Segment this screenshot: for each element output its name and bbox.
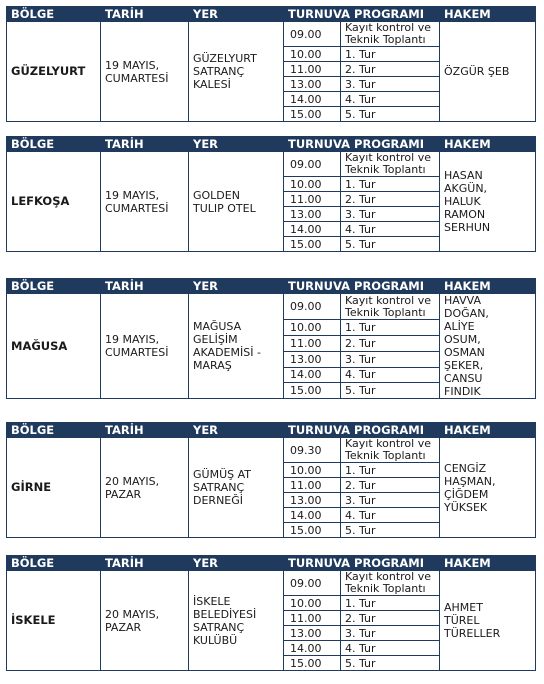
event-date: 20 MAYIS, PAZAR [101, 571, 189, 671]
referee-names: HAVVA DOĞAN, ALİYE OSUM, OSMAN ŞEKER, CANSU FINDIK [440, 294, 536, 399]
schedule-event: Kayıt kontrol ve Teknik Toplantı [341, 438, 440, 463]
program-header: TURNUVA PROGRAMI [284, 556, 440, 571]
schedule-time: 15.00 [284, 383, 341, 399]
header-row [7, 556, 536, 571]
schedule-time: 14.00 [284, 641, 341, 656]
region-name: LEFKOŞA [7, 152, 101, 252]
referee-header: HAKEM [440, 7, 536, 22]
region-header: BÖLGE [7, 423, 101, 438]
schedule-table-gi̇rne [6, 422, 536, 538]
schedule-time: 13.00 [284, 493, 341, 508]
date-header: TARİH [101, 7, 189, 22]
schedule-time: 15.00 [284, 523, 341, 538]
schedule-event: 4. Tur [341, 508, 440, 523]
schedule-time: 11.00 [284, 611, 341, 626]
schedule-event: 3. Tur [341, 493, 440, 508]
schedule-time: 15.00 [284, 237, 341, 252]
schedule-row [7, 438, 536, 463]
place-header: YER [189, 137, 284, 152]
region-name: MAĞUSA [7, 294, 101, 399]
schedule-event: 2. Tur [341, 336, 440, 352]
event-date: 19 MAYIS, CUMARTESİ [101, 22, 189, 122]
schedule-table-lefkoşa [6, 136, 536, 252]
header-row [7, 423, 536, 438]
schedule-event: 2. Tur [341, 611, 440, 626]
schedule-time: 13.00 [284, 626, 341, 641]
schedule-row [7, 152, 536, 177]
schedule-event: Kayıt kontrol ve Teknik Toplantı [341, 294, 440, 320]
venue-name: İSKELE BELEDİYESİ SATRANÇ KULÜBÜ [189, 571, 284, 671]
schedule-time: 14.00 [284, 367, 341, 383]
region-name: GİRNE [7, 438, 101, 538]
schedule-time: 09.00 [284, 294, 341, 320]
region-header: BÖLGE [7, 137, 101, 152]
referee-names: CENGİZ HAŞMAN, ÇİĞDEM YÜKSEK [440, 438, 536, 538]
program-header: TURNUVA PROGRAMI [284, 423, 440, 438]
venue-name: GÜMÜŞ AT SATRANÇ DERNEĞİ [189, 438, 284, 538]
schedule-event: Kayıt kontrol ve Teknik Toplantı [341, 22, 440, 47]
program-header: TURNUVA PROGRAMI [284, 279, 440, 294]
schedule-event: 4. Tur [341, 222, 440, 237]
schedule-event: 1. Tur [341, 320, 440, 336]
schedule-event: 5. Tur [341, 383, 440, 399]
schedule-event: 3. Tur [341, 207, 440, 222]
date-header: TARİH [101, 423, 189, 438]
referee-header: HAKEM [440, 279, 536, 294]
event-date: 19 MAYIS, CUMARTESİ [101, 152, 189, 252]
schedule-event: 2. Tur [341, 478, 440, 493]
schedule-table-mağusa [6, 278, 536, 399]
schedule-time: 11.00 [284, 336, 341, 352]
schedule-event: 4. Tur [341, 367, 440, 383]
venue-name: GÜZELYURT SATRANÇ KALESİ [189, 22, 284, 122]
schedule-event: 3. Tur [341, 77, 440, 92]
schedule-time: 10.00 [284, 596, 341, 611]
schedule-event: 4. Tur [341, 641, 440, 656]
date-header: TARİH [101, 137, 189, 152]
schedule-event: 3. Tur [341, 626, 440, 641]
referee-header: HAKEM [440, 423, 536, 438]
schedule-time: 10.00 [284, 320, 341, 336]
referee-names: HASAN AKGÜN, HALUK RAMON SERHUN [440, 152, 536, 252]
referee-header: HAKEM [440, 556, 536, 571]
schedule-time: 09.00 [284, 152, 341, 177]
header-row [7, 137, 536, 152]
schedule-row [7, 294, 536, 320]
referee-names: AHMET TÜREL TÜRELLER [440, 571, 536, 671]
place-header: YER [189, 423, 284, 438]
schedule-time: 11.00 [284, 62, 341, 77]
schedule-time: 10.00 [284, 463, 341, 478]
schedule-time: 09.00 [284, 22, 341, 47]
header-row [7, 7, 536, 22]
schedule-event: 3. Tur [341, 351, 440, 367]
schedule-time: 15.00 [284, 107, 341, 122]
schedule-time: 15.00 [284, 656, 341, 671]
schedule-event: 5. Tur [341, 237, 440, 252]
schedule-row [7, 571, 536, 596]
schedule-time: 10.00 [284, 177, 341, 192]
referee-names: ÖZGÜR ŞEB [440, 22, 536, 122]
region-name: GÜZELYURT [7, 22, 101, 122]
venue-name: GOLDEN TULIP OTEL [189, 152, 284, 252]
schedule-event: 1. Tur [341, 463, 440, 478]
schedule-event: 4. Tur [341, 92, 440, 107]
schedule-time: 09.00 [284, 571, 341, 596]
schedule-time: 11.00 [284, 192, 341, 207]
schedule-table-güzelyurt [6, 6, 536, 122]
schedule-time: 13.00 [284, 77, 341, 92]
schedule-time: 13.00 [284, 351, 341, 367]
place-header: YER [189, 556, 284, 571]
schedule-event: 1. Tur [341, 177, 440, 192]
place-header: YER [189, 279, 284, 294]
schedule-event: Kayıt kontrol ve Teknik Toplantı [341, 152, 440, 177]
event-date: 20 MAYIS, PAZAR [101, 438, 189, 538]
schedule-time: 13.00 [284, 207, 341, 222]
schedule-event: 5. Tur [341, 523, 440, 538]
schedule-event: 2. Tur [341, 62, 440, 77]
schedule-event: 1. Tur [341, 47, 440, 62]
schedule-event: 1. Tur [341, 596, 440, 611]
header-row [7, 279, 536, 294]
schedule-table-i̇skele [6, 555, 536, 671]
event-date: 19 MAYIS, CUMARTESİ [101, 294, 189, 399]
date-header: TARİH [101, 556, 189, 571]
schedule-time: 09.30 [284, 438, 341, 463]
schedule-time: 10.00 [284, 47, 341, 62]
schedule-row [7, 22, 536, 47]
schedule-event: 5. Tur [341, 656, 440, 671]
schedule-time: 14.00 [284, 222, 341, 237]
region-name: İSKELE [7, 571, 101, 671]
schedule-event: 2. Tur [341, 192, 440, 207]
date-header: TARİH [101, 279, 189, 294]
schedule-event: 5. Tur [341, 107, 440, 122]
program-header: TURNUVA PROGRAMI [284, 7, 440, 22]
schedule-event: Kayıt kontrol ve Teknik Toplantı [341, 571, 440, 596]
referee-header: HAKEM [440, 137, 536, 152]
region-header: BÖLGE [7, 279, 101, 294]
venue-name: MAĞUSA GELİŞİM AKADEMİSİ - MARAŞ [189, 294, 284, 399]
region-header: BÖLGE [7, 556, 101, 571]
program-header: TURNUVA PROGRAMI [284, 137, 440, 152]
schedule-time: 14.00 [284, 508, 341, 523]
schedule-time: 11.00 [284, 478, 341, 493]
place-header: YER [189, 7, 284, 22]
region-header: BÖLGE [7, 7, 101, 22]
schedule-time: 14.00 [284, 92, 341, 107]
